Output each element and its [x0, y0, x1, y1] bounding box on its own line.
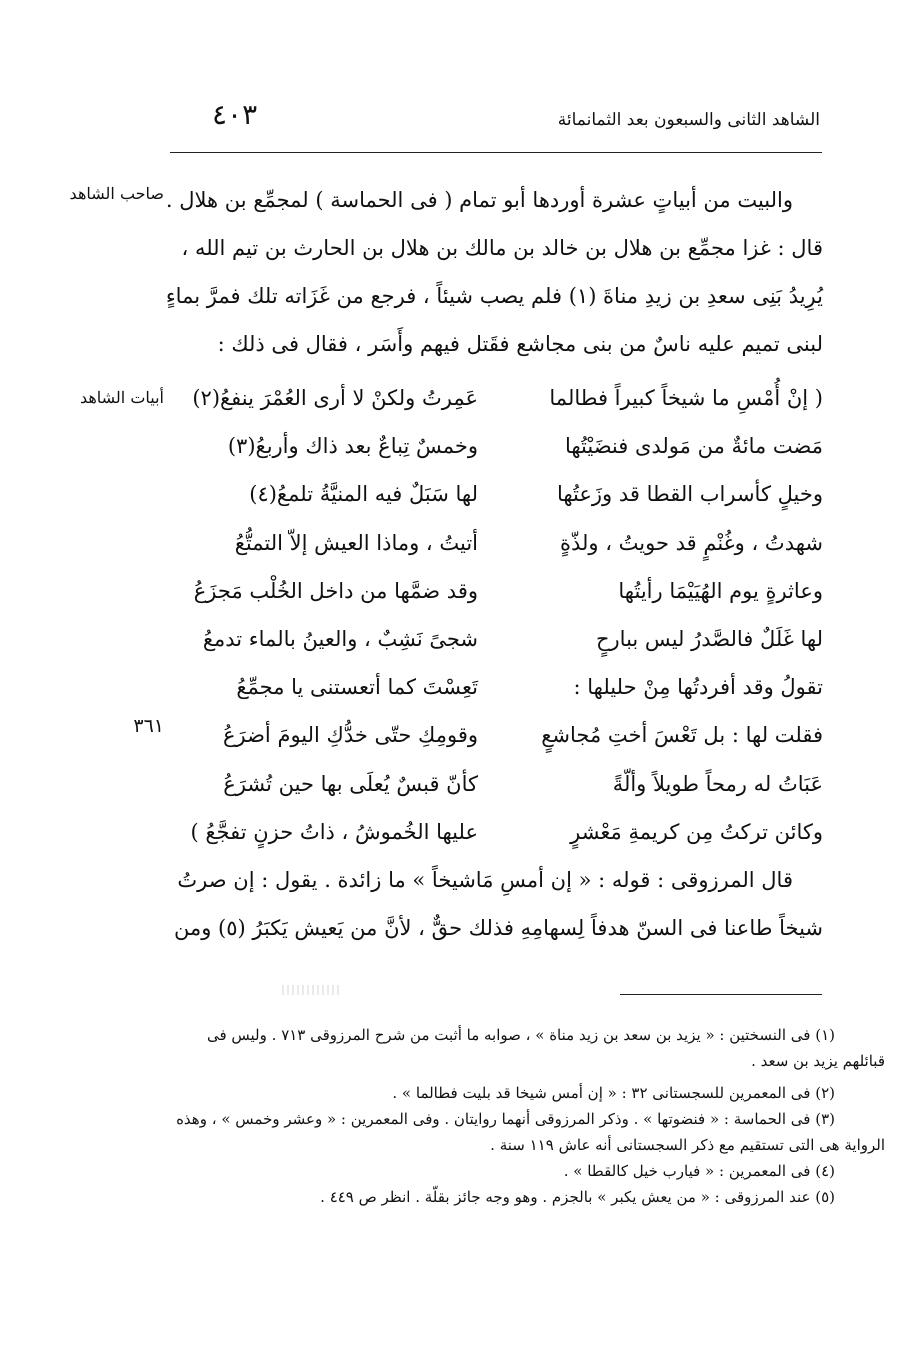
verse-first-hemistich: وكائن تركتُ مِن كريمةِ مَعْشرٍ [570, 819, 823, 844]
verse-first-hemistich: عَبَاتُ له رمحاً طويلاً وألّةً [612, 771, 823, 796]
verse-second-hemistich: وقد ضمَّها من داخل الخُلْب مَجزَعُ [193, 578, 478, 603]
verse-first-hemistich: وخيلٍ كأسراب القطا قد وزَعتُها [556, 482, 823, 507]
verse-first-hemistich: شهدتُ ، وغُنْمٍ قد حويتُ ، ولذّةٍ [559, 530, 823, 555]
verse-first-hemistich: تقولُ وقد أفردتُها مِنْ حليلها : [573, 675, 823, 700]
prose-line: لبنى تميم عليه ناسٌ من بنى مجاشع فقَتل فيهم وأَسَر ، فقال فى ذلك : [217, 332, 823, 356]
verse [173, 663, 823, 711]
margin-note-verses: أبيات الشاهد [79, 388, 164, 407]
verse [173, 760, 823, 808]
prose-line: والبيت من أبياتٍ عشرة أوردها أبو تمام ( فى الحماسة ) لمجمِّع بن هلال . [165, 188, 793, 212]
verse [173, 615, 823, 663]
commentary-paragraph [163, 856, 823, 952]
verse-second-hemistich: كأنّ قبسٌ يُعلَى بها حين تُشرَعُ [223, 771, 478, 796]
header-rule [170, 152, 822, 153]
verse-second-hemistich: عليها الخُموشُ ، ذاتُ حزنٍ تفجَّعُ ) [190, 819, 478, 844]
verse [173, 808, 823, 856]
verse-first-hemistich: ( إنْ أُمْسِ ما شيخاً كبيراً فطالما [549, 386, 823, 411]
prose-line: شيخاً طاعنا فى السنّ هدفاً لِسهامِهِ فذلك حقٌّ ، لأنَّ من يَعيش يَكبَرُ (٥) ومن [173, 916, 823, 940]
verse [173, 711, 823, 759]
verse-second-hemistich: وقومِكِ حتّى خدُّكِ اليومَ أضرَعُ [222, 723, 478, 748]
footnote-line: قبائلهم يزيد بن سعد . [751, 1052, 885, 1070]
margin-ref-number: ٣٦١ [133, 715, 164, 737]
verse-second-hemistich: عَمِرتُ ولكنْ لا أرى العُمْرَ ينفعُ(٢) [192, 386, 478, 411]
verse [173, 374, 823, 422]
verse-first-hemistich: فقلت لها : بل تَعْسَ أختِ مُجاشعٍ [541, 723, 823, 748]
verse [173, 422, 823, 470]
print-smudge [282, 985, 342, 995]
verse-first-hemistich: مَضت مائةٌ من مَولدى فنضَيْتُها [564, 434, 823, 459]
page-number: ٤٠٣ [212, 98, 258, 131]
verse-second-hemistich: أتيتُ ، وماذا العيش إلاّ التمتُّعُ [234, 530, 478, 555]
prose-line: قال المرزوقى : قوله : « إن أمسِ مَاشيخاً » ما زائدة . يقول : إن صرتُ [177, 868, 793, 892]
margin-note-owner: صاحب الشاهد [69, 184, 164, 203]
footnote-line: (٥) عند المرزوقى : « من يعش يكبر » بالجزم . وهو وجه جائز بقلّة . انظر ص ٤٤٩ . [320, 1188, 835, 1206]
verse [173, 519, 823, 567]
footnotes [85, 1022, 885, 1210]
prose-line: قال : غزا مجمِّع بن هلال بن خالد بن مالك بن هلال بن الحارث بن تيم الله ، [181, 236, 823, 260]
verse-second-hemistich: لها سَبَلٌ فيه المنيَّةُ تلمعُ(٤) [249, 482, 478, 507]
verse-second-hemistich: شجىً نَشِبٌ ، والعينُ بالماء تدمعُ [202, 627, 478, 652]
footnote-line: (٣) فى الحماسة : « فنضوتها » . وذكر المرزوقى أنهما روايتان . وفى المعمرين : « وعشر وخمس » ، وهذه [176, 1110, 835, 1128]
verse [173, 567, 823, 615]
verse-second-hemistich: تَعِسْتَ كما أتعستنى يا مجمِّعُ [236, 675, 478, 700]
verse-second-hemistich: وخمسٌ تِباعٌ بعد ذاك وأربعُ(٣) [227, 434, 478, 459]
intro-paragraph [163, 176, 823, 368]
footnote-line: الرواية هى التى تستقيم مع ذكر السجستانى أنه عاش ١١٩ سنة . [490, 1136, 885, 1154]
poem [173, 374, 823, 856]
verse [173, 470, 823, 518]
footnote-line: (١) فى النسختين : « يزيد بن سعد بن زيد مناة » ، صوابه ما أثبت من شرح المرزوقى ٧١٣ . وليس فى [206, 1026, 835, 1044]
footnote-rule [620, 994, 822, 995]
footnote-line: (٤) فى المعمرين : « فيارب خيل كالقطا » . [563, 1162, 835, 1180]
footnote-line: (٢) فى المعمرين للسجستانى ٣٢ : « إن أمس شيخا قد بليت فطالما » . [392, 1084, 835, 1102]
verse-first-hemistich: وعاثرةٍ يوم الهُيَيْمَا رأيتُها [618, 578, 823, 603]
verse-first-hemistich: لها غَلَلٌ فالصَّدرُ ليس ببارحٍ [595, 627, 823, 652]
prose-line: يُرِيدُ بَنِى سعدِ بن زيدِ مناةَ (١) فلم يصب شيئاً ، فرجع من غَزَاته تلك فمرَّ بماءٍ [165, 284, 823, 308]
running-title: الشاهد الثانى والسبعون بعد الثمانمائة [557, 110, 820, 130]
